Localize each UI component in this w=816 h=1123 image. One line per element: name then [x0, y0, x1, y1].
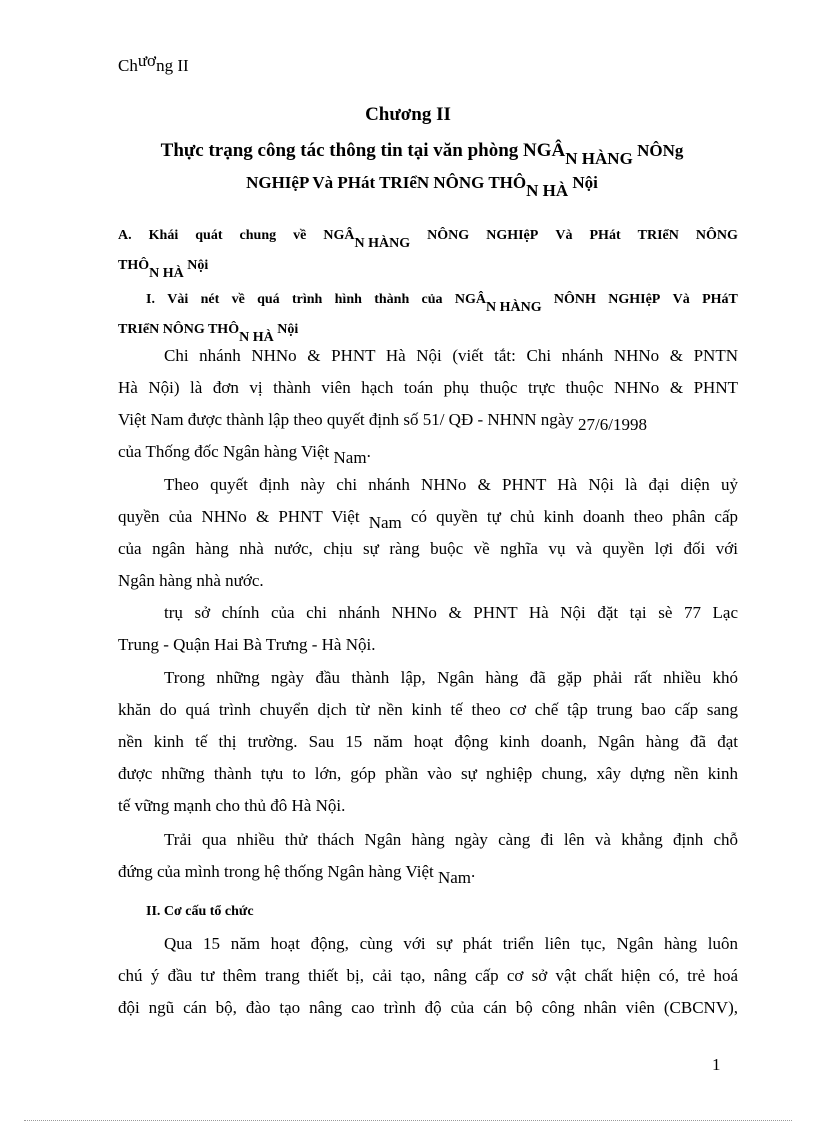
paragraph-text: có quyền tự chủ kinh doanh theo phân cấp — [401, 507, 739, 526]
footer-divider — [24, 1120, 792, 1121]
heading-word: Và — [555, 228, 573, 243]
paragraph-line: Qua 15 năm hoạt động, cùng với sự phát triển liên tục, Ngân hàng luôn — [164, 934, 738, 953]
heading-word: N HÀ — [239, 330, 274, 345]
title-text: N HÀ — [526, 181, 569, 200]
heading-word: thành — [374, 292, 410, 307]
heading-word: Khái — [148, 228, 179, 243]
heading-word: chung — [239, 228, 277, 243]
paragraph-text: quyền của NHNo & PHNT Việt — [118, 507, 369, 526]
paragraph — [118, 662, 738, 822]
paragraph-line: đội ngũ cán bộ, đào tạo nâng cao trình độ của cán bộ công nhân viên (CBCNV), — [118, 998, 738, 1017]
title-text: Nội — [568, 173, 598, 192]
paragraph-text: đứng của mình trong hệ thống Ngân hàng Việt — [118, 862, 438, 881]
paragraph-line — [118, 436, 738, 468]
running-header — [118, 51, 189, 76]
heading-word: NÔNH — [553, 292, 596, 307]
heading-word: Và — [672, 292, 690, 307]
paragraph-line: Theo quyết định này chi nhánh NHNo & PHNT Hà Nội là đại diện uỷ — [164, 475, 738, 494]
heading-word: quát — [195, 228, 223, 243]
paragraph-line: Hà Nội) là đơn vị thành viên hạch toán phụ thuộc trực thuộc NHNo & PHNT — [118, 378, 738, 397]
heading-word: TRIểN — [637, 228, 679, 243]
heading-line — [118, 222, 738, 252]
section-heading-i — [118, 286, 738, 346]
title-text: Thực trạng công tác thông tin tại văn phòng NGÂ — [160, 140, 566, 161]
heading-line — [146, 286, 738, 316]
heading-word: NGHIệP — [486, 228, 539, 243]
paragraph-line: Chi nhánh NHNo & PHNT Hà Nội (viết tắt: Chi nhánh NHNo & PNTN — [164, 346, 738, 365]
heading-word: TRIểN NÔNG THÔ — [118, 322, 240, 337]
heading-word: NGHIệP — [608, 292, 661, 307]
paragraph-text: . — [471, 862, 476, 881]
paragraph-line: được những thành tựu to lớn, góp phần vào sự nghiệp chung, xây dựng nền kinh — [118, 764, 738, 783]
heading-word-part: N HÀNG — [485, 300, 542, 315]
paragraph-text: Nam — [368, 513, 402, 532]
paragraph-line: trụ sở chính của chi nhánh NHNo & PHNT Hà Nội đặt tại sè 77 Lạc — [164, 603, 738, 622]
paragraph — [118, 597, 738, 661]
paragraph — [118, 469, 738, 597]
heading-word: Nội — [183, 258, 209, 273]
paragraph-text: . — [366, 442, 371, 461]
section-heading-ii: II. Cơ cấu tổ chức — [146, 904, 254, 919]
paragraph-line: tế vững mạnh cho thủ đô Hà Nội. — [118, 796, 346, 815]
heading-word: A. — [118, 228, 132, 243]
heading-word: nét — [200, 292, 220, 307]
heading-word-part: NGÂ — [454, 292, 486, 307]
paragraph-line — [118, 501, 738, 533]
running-header-text: Ch — [118, 56, 138, 75]
paragraph-line: Trải qua nhiều thử thách Ngân hàng ngày càng đi lên và khẳng định chỗ — [164, 830, 738, 849]
heading-word: Nội — [273, 322, 299, 337]
paragraph-line: khăn do quá trình chuyển dịch từ nền kinh tế theo cơ chế tập trung bao cấp sang — [118, 700, 738, 719]
paragraph-line — [118, 856, 738, 888]
heading-word: N HÀ — [149, 266, 184, 281]
paragraph-line: Trong những ngày đầu thành lập, Ngân hàng đã gặp phải rất nhiều khó — [164, 668, 738, 687]
heading-word — [455, 286, 542, 316]
running-header-text: ng II — [156, 56, 189, 75]
paragraph-text: Việt Nam được thành lập theo quyết định số 51/ QĐ - NHNN ngày — [118, 410, 579, 429]
paragraph-text: của Thống đốc Ngân hàng Việt — [118, 442, 334, 461]
paragraph-text: 27/6/1998 — [578, 415, 647, 434]
title-text: NGHIệP Và PHát TRIểN NÔNG THÔ — [246, 173, 527, 192]
paragraph-text: Nam — [437, 868, 472, 887]
paragraph — [118, 928, 738, 1024]
heading-word — [323, 222, 410, 252]
chapter-title: Chương II — [365, 104, 451, 125]
heading-word: THÔ — [118, 258, 150, 273]
heading-word: về — [293, 228, 307, 243]
paragraph-line: Trung - Quận Hai Bà Trưng - Hà Nội. — [118, 635, 376, 654]
paragraph-line: của ngân hàng nhà nước, chịu sự ràng buộc về nghĩa vụ và quyền lợi đối với — [118, 539, 738, 558]
running-header-text: ươ — [137, 51, 157, 70]
paragraph — [118, 824, 738, 888]
paragraph — [118, 340, 738, 468]
paragraph-text: Nam — [333, 448, 367, 467]
document-title-line-2 — [92, 168, 752, 198]
heading-word: hình — [334, 292, 362, 307]
paragraph-line — [118, 404, 738, 436]
paragraph-line: nền kinh tế thị trường. Sau 15 năm hoạt động kinh doanh, Ngân hàng đã đạt — [118, 732, 738, 751]
paragraph-line: chú ý đầu tư thêm trang thiết bị, cải tạo, nâng cấp cơ sở vật chất hiện có, trẻ hoá — [118, 966, 738, 985]
page-number: 1 — [712, 1055, 721, 1074]
heading-word-part: NGÂ — [323, 228, 355, 243]
section-heading-a — [118, 222, 738, 282]
title-text: N HÀNG — [565, 149, 633, 168]
heading-word: của — [421, 292, 443, 307]
paragraph-line: Ngân hàng nhà nước. — [118, 571, 264, 590]
heading-word: PHát — [589, 228, 621, 243]
heading-word-part: N HÀNG — [354, 236, 411, 251]
heading-word: I. — [146, 292, 155, 307]
heading-line — [118, 252, 738, 282]
heading-word: NÔNG — [427, 228, 470, 243]
heading-word: NÔNG — [695, 228, 738, 243]
heading-word: Vài — [167, 292, 189, 307]
title-text: NÔNg — [632, 141, 684, 160]
heading-word: về — [231, 292, 245, 307]
heading-word: trình — [291, 292, 323, 307]
heading-word: PHáT — [702, 292, 738, 307]
heading-word: quá — [257, 292, 280, 307]
document-title-line-1 — [92, 136, 752, 166]
